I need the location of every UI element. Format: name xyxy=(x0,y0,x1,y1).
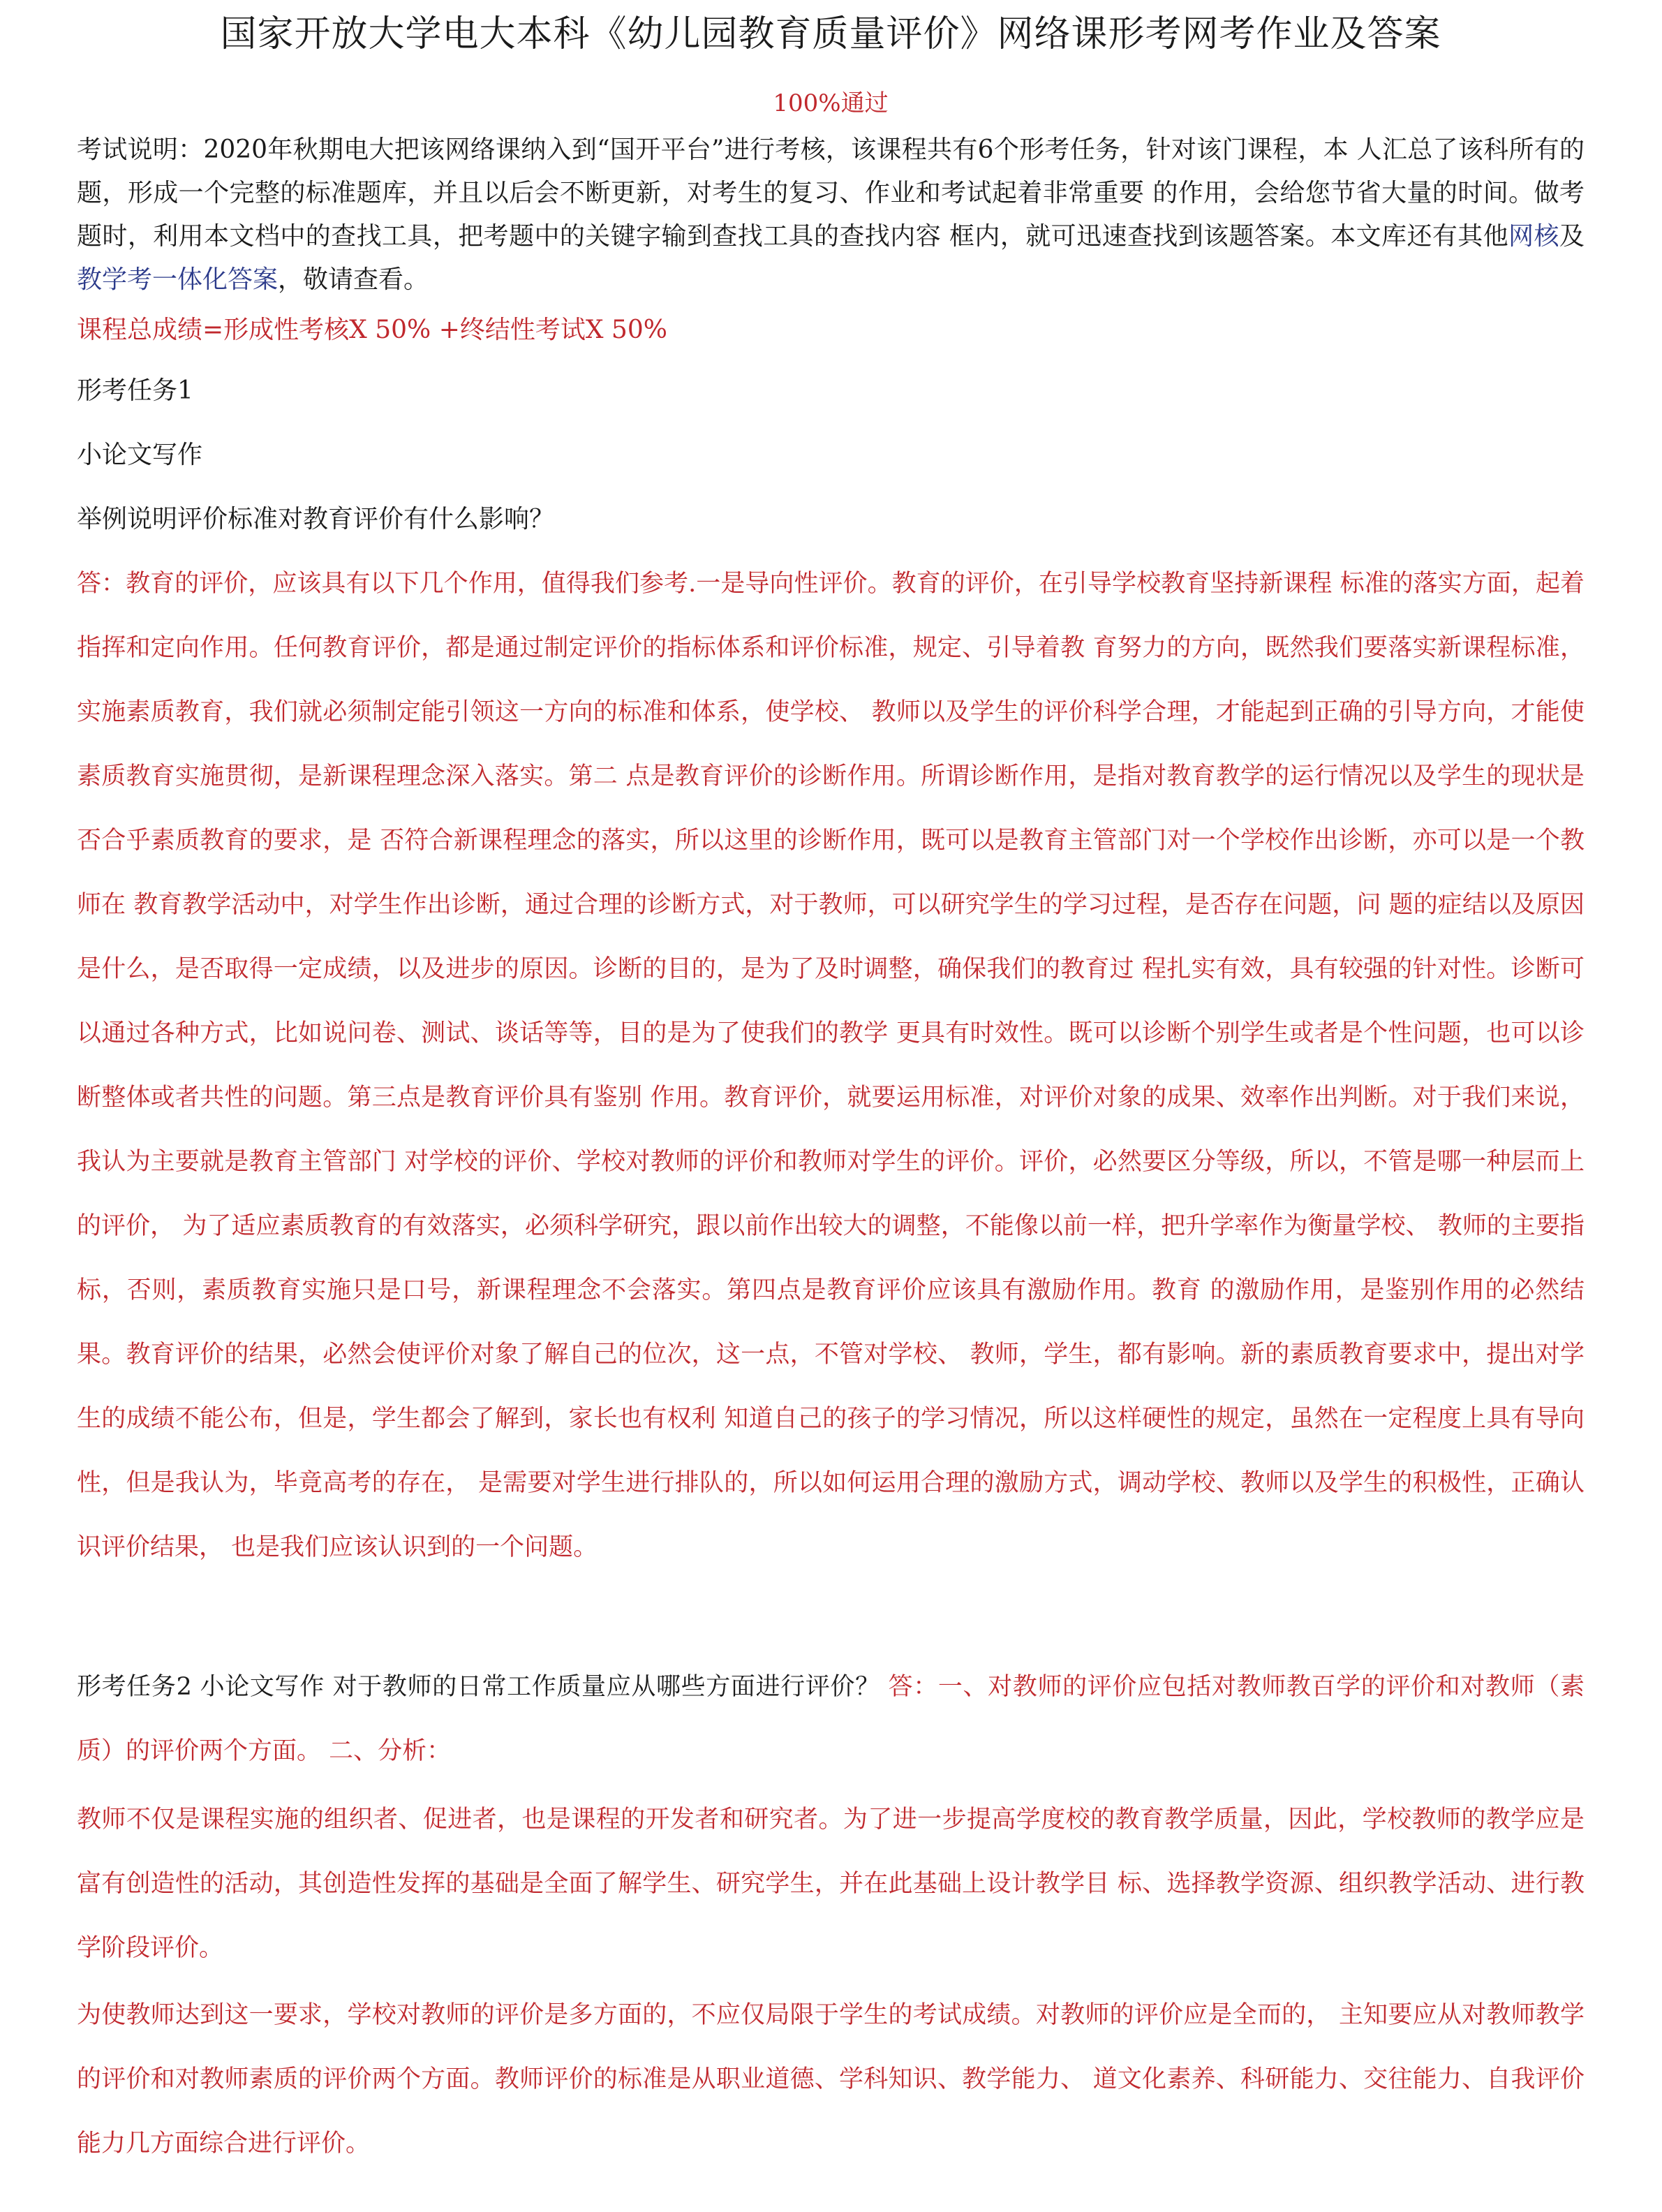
link-integrated-answers[interactable]: 教学考一体化答案 xyxy=(77,265,279,294)
intro-connector: 及 xyxy=(1559,222,1585,251)
task2-header: 形考任务2 小论文写作 对于教师的日常工作质量应从哪些方面进行评价？ xyxy=(77,1673,889,1701)
task2-paragraph-2: 为使教师达到这一要求，学校对教师的评价是多方面的，不应仅局限于学生的考试成绩。对教师的评价应是全而的， 主知要应从对教师教学的评价和对教师素质的评价两个方面。教师评价的标准是从职业道德、学科知识、教学能力、 道文化素养、科研能力、交往能力、自我评价能力几方面综合进行评价。 xyxy=(77,2001,1585,2158)
intro-closing: ，敬请查看。 xyxy=(278,265,429,294)
task1-answer: 答：教育的评价，应该具有以下几个作用，值得我们参考.一是导向性评价。教育的评价，在引导学校教育坚持新课程 标准的落实方面，起着指挥和定向作用。任何教育评价，都是通过制定评价的指标体系和评价标准，规定、引导着教 育努力的方向，既然我们要落实新课程标准，实施素质教育，我们就必须制定能引领这一方向的标准和体系，使学校、 教师以及学生的评价科学合理，才能起到正确的引导方向，才能使素质教育实施贯彻，是新课程理念深入落实。第二 点是教育评价的诊断作用。所谓诊断作用，是指对教育教学的运行情况以及学生的现状是否合乎素质教育的要求，是 否符合新课程理念的落实，所以这里的诊断作用，既可以是教育主管部门对一个学校作出诊断，亦可以是一个教师在 教育教学活动中，对学生作出诊断，通过合理的诊断方式，对于教师，可以研究学生的学习过程，是否存在问题，问 题的症结以及原因是什么，是否取得一定成绩，以及进步的原因。诊断的目的，是为了及时调整，确保我们的教育过 程扎实有效，具有较强的针对性。诊断可以通过各种方式，比如说问卷、测试、谈话等等，目的是为了使我们的教学 更具有时效性。既可以诊断个别学生或者是个性问题，也可以诊断整体或者共性的问题。第三点是教育评价具有鉴别 作用。教育评价，就要运用标准，对评价对象的成果、效率作出判断。对于我们来说，我认为主要就是教育主管部门 对学校的评价、学校对教师的评价和教师对学生的评价。评价，必然要区分等级，所以，不管是哪一种层而上的评价， 为了适应素质教育的有效落实，必须科学研究，跟以前作出较大的调整，不能像以前一样，把升学率作为衡量学校、 教师的主要指标，否则，素质教育实施只是口号，新课程理念不会落实。第四点是教育评价应该具有激励作用。教育 的激励作用，是鉴别作用的必然结果。教育评价的结果，必然会使评价对象了解自己的位次，这一点，不管对学校、 教师，学生，都有影响。新的素质教育要求中，提出对学生的成绩不能公布，但是，学生都会了解到，家长也有权利 知道自己的孩子的学习情况，所以这样硬性的规定，虽然在一定程度上具有导向性，但是我认为，毕竟高考的存在， 是需要对学生进行排队的，所以如何运用合理的激励方式，调动学校、教师以及学生的积极性，正确认识评价结果， 也是我们应该认识到的一个问题。 xyxy=(77,570,1585,1561)
intro-text: 考试说明：2020年秋期电大把该网络课纳入到“国开平台”进行考核，该课程共有6个形考任务，针对该门课程，本 人汇总了该科所有的题，形成一个完整的标准题库，并且以后会不断更新，对考生的复习、作业和考试起着非常重要 的作用，会给您节省大量的时间。做考题时，利用本文档中的查找工具，把考题中的关键字输到查找工具的查找内容 框内，就可迅速查找到该题答案。本文库还有其他 xyxy=(77,135,1585,251)
exam-instructions xyxy=(77,128,1585,302)
task2-answer-intro: 答：一、对教师的评价应包括对教师教百学的评价和对教师（素质）的评价两个方面。 二、分析： xyxy=(77,1673,1585,1765)
task2-block xyxy=(77,1655,1585,1783)
task2-paragraph-1: 教师不仅是课程实施的组织者、促进者，也是课程的开发者和研究者。为了进一步提高学度校的教育教学质量，因此，学校教师的教学应是富有创造性的活动，其创造性发挥的基础是全面了解学生、研究学生，并在此基础上设计教学目 标、选择教学资源、组织教学活动、进行教学阶段评价。 xyxy=(77,1806,1585,1962)
task1-type: 小论文写作 xyxy=(77,441,203,469)
score-formula: 课程总成绩=形成性考核X 50% +终结性考试X 50% xyxy=(77,316,667,344)
pass-rate-subtitle: 100%通过 xyxy=(773,89,889,117)
task1-label: 形考任务1 xyxy=(77,376,193,405)
link-network-exam[interactable]: 网核 xyxy=(1508,222,1559,251)
document-title: 国家开放大学电大本科《幼儿园教育质量评价》网络课形考网考作业及答案 xyxy=(220,13,1441,55)
task1-question: 举例说明评价标准对教育评价有什么影响？ xyxy=(77,505,555,533)
